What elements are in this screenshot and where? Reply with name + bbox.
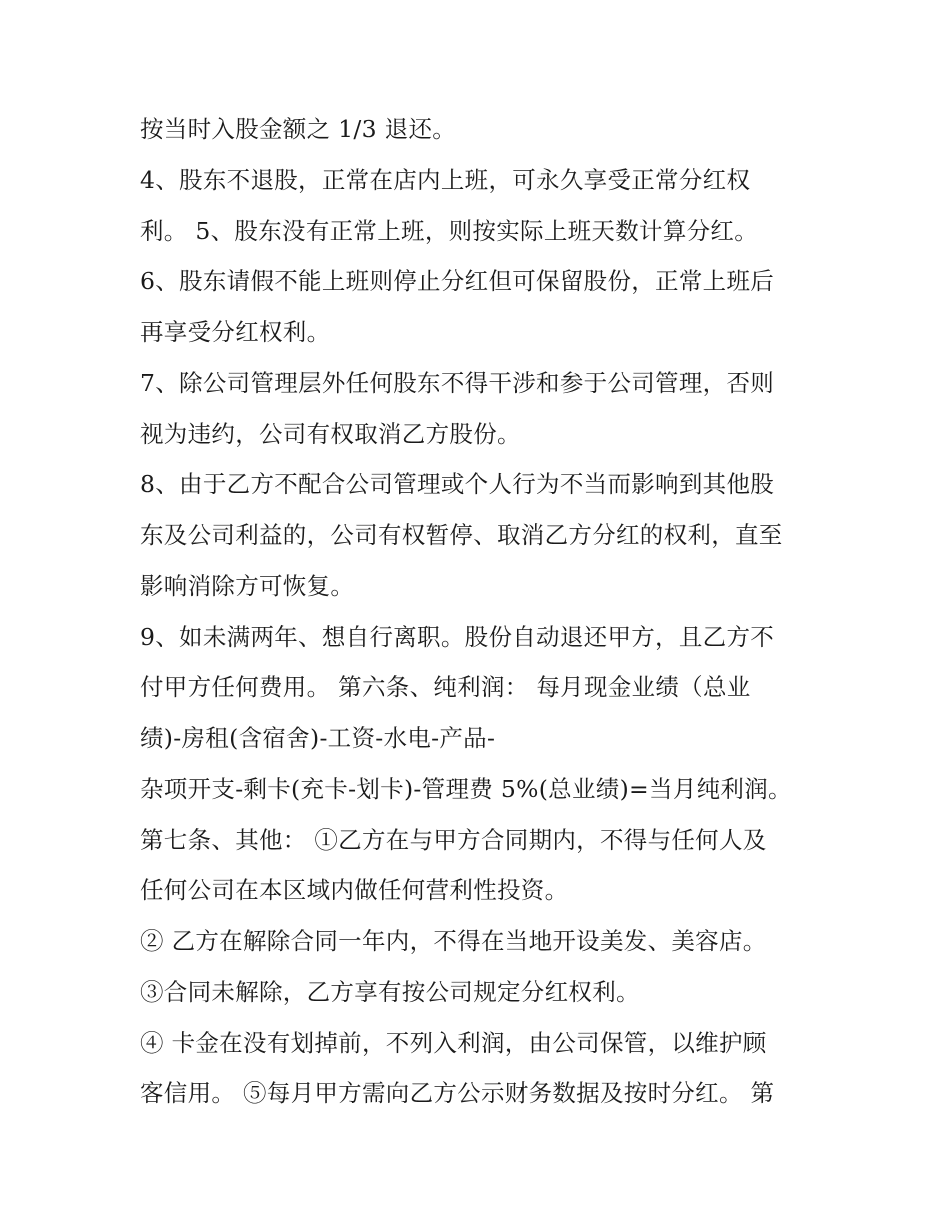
text-line: ② 乙方在解除合同一年内，不得在当地开设美发、美容店。 bbox=[140, 927, 767, 955]
text-line: 9、如未满两年、想自行离职。股份自动退还甲方，且乙方不 bbox=[140, 623, 775, 651]
text-line: ④ 卡金在没有划掉前，不列入利润，由公司保管，以维护顾 bbox=[140, 1029, 767, 1057]
text-line: 4、股东不退股，正常在店内上班，可永久享受正常分红权 bbox=[140, 166, 751, 194]
text-line: 8、由于乙方不配合公司管理或个人行为不当而影响到其他股 bbox=[140, 470, 775, 498]
text-line: 按当时入股金额之 1/3 退还。 bbox=[140, 115, 457, 143]
text-line: 第七条、其他： ①乙方在与甲方合同期内，不得与任何人及 bbox=[140, 826, 767, 854]
text-line: 付甲方任何费用。 第六条、纯利润： 每月现金业绩（总业 bbox=[140, 673, 751, 701]
text-line: 利。 5、股东没有正常上班，则按实际上班天数计算分红。 bbox=[140, 217, 759, 245]
text-line: 7、除公司管理层外任何股东不得干涉和参于公司管理，否则 bbox=[140, 369, 775, 397]
text-line: 影响消除方可恢复。 bbox=[140, 572, 355, 600]
text-line: 6、股东请假不能上班则停止分红但可保留股份，正常上班后 bbox=[140, 267, 775, 295]
text-line: 再享受分红权利。 bbox=[140, 318, 331, 346]
text-line: 杂项开支-剩卡(充卡-划卡)-管理费 5%(总业绩)=当月纯利润。 bbox=[140, 775, 792, 803]
text-line: 视为违约，公司有权取消乙方股份。 bbox=[140, 420, 521, 448]
text-line: 任何公司在本区域内做任何营利性投资。 bbox=[140, 876, 569, 904]
text-line: 客信用。 ⑤每月甲方需向乙方公示财务数据及按时分红。 第 bbox=[140, 1079, 775, 1107]
text-line: 绩)-房租(含宿舍)-工资-水电-产品- bbox=[140, 724, 496, 752]
text-line: ③合同未解除，乙方享有按公司规定分红权利。 bbox=[140, 978, 640, 1006]
text-line: 东及公司利益的，公司有权暂停、取消乙方分红的权利，直至 bbox=[140, 521, 783, 549]
